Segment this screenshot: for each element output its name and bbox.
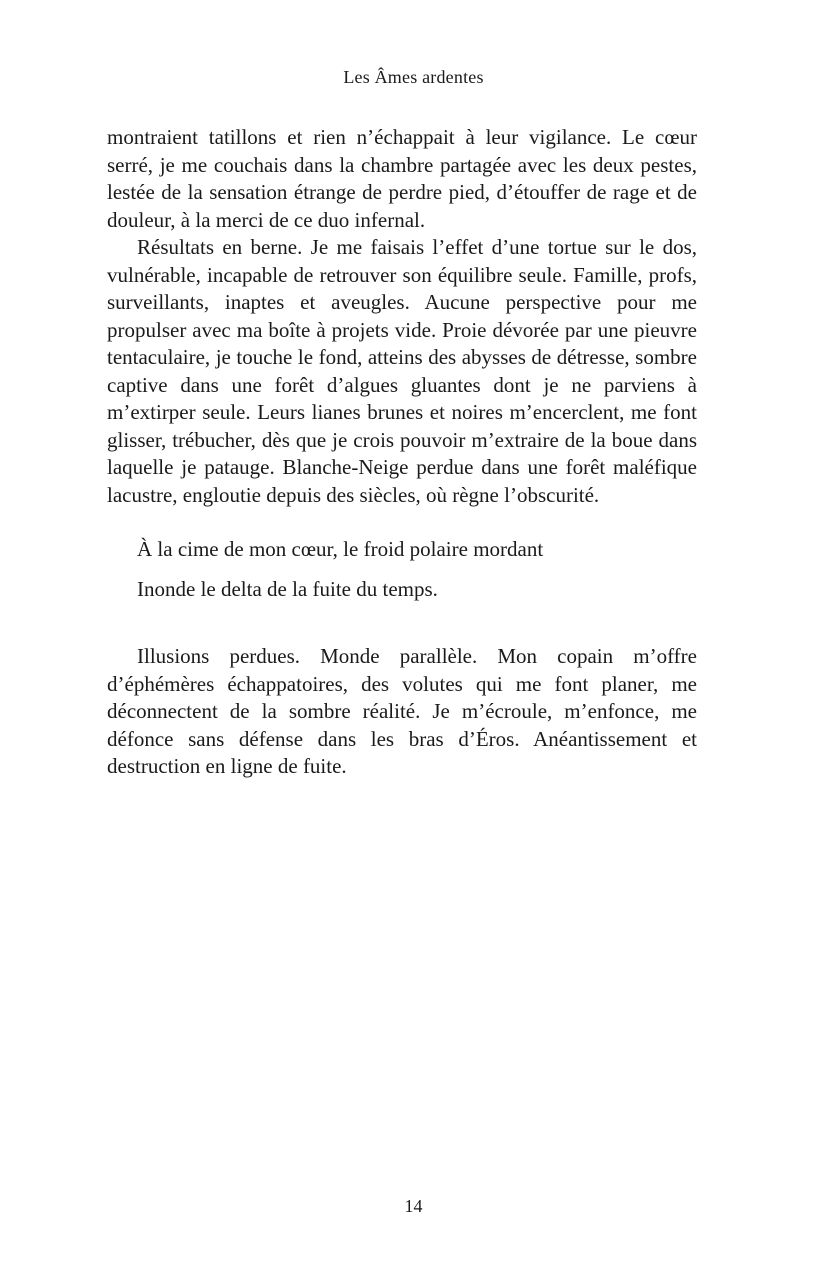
spacer [107, 603, 697, 643]
paragraph: Résultats en berne. Je me faisais l’effet d’une tortue sur le dos, vulnérable, incapable de retrouver son équilibre seule. Famille, profs, surveillants, inaptes et aveugles. Aucune perspective pour me propulser avec ma boîte à projets vide. Proie dévorée par une pieuvre tentaculaire, je touche le fond, atteins des abysses de détresse, sombre captive dans une forêt d’algues gluantes dont je ne parviens à m’extirper seule. Leurs lianes brunes et noires m’encerclent, me font glisser, trébucher, dès que je crois pouvoir m’extraire de la boue dans laquelle je patauge. Blanche-Neige perdue dans une forêt maléfique lacustre, engloutie depuis des siècles, où règne l’obscurité. [107, 235, 697, 507]
verse-line: Inonde le delta de la fuite du temps. [137, 576, 438, 601]
spacer [107, 509, 697, 536]
body-text [107, 124, 697, 781]
spacer [137, 564, 697, 576]
verse-line: À la cime de mon cœur, le froid polaire mordant [137, 537, 544, 561]
paragraph: Illusions perdues. Monde parallèle. Mon copain m’offre d’éphémères échappatoires, des volutes qui me font planer, me déconnectent de la sombre réalité. Je m’écroule, m’enfonce, me défonce sans défense dans les bras d’Éros. Anéantissement et destruction en ligne de fuite. [107, 644, 697, 778]
page-number: 14 [404, 1196, 423, 1216]
running-header: Les Âmes ardentes [343, 67, 484, 87]
verse-block [107, 536, 697, 603]
paragraph-continued: montraient tatillons et rien n’échappait à leur vigilance. Le cœur serré, je me couchais dans la chambre partagée avec les deux pestes, lestée de la sensation étrange de perdre pied, d’étouffer de rage et de douleur, à la merci de ce duo infernal. [107, 125, 697, 232]
